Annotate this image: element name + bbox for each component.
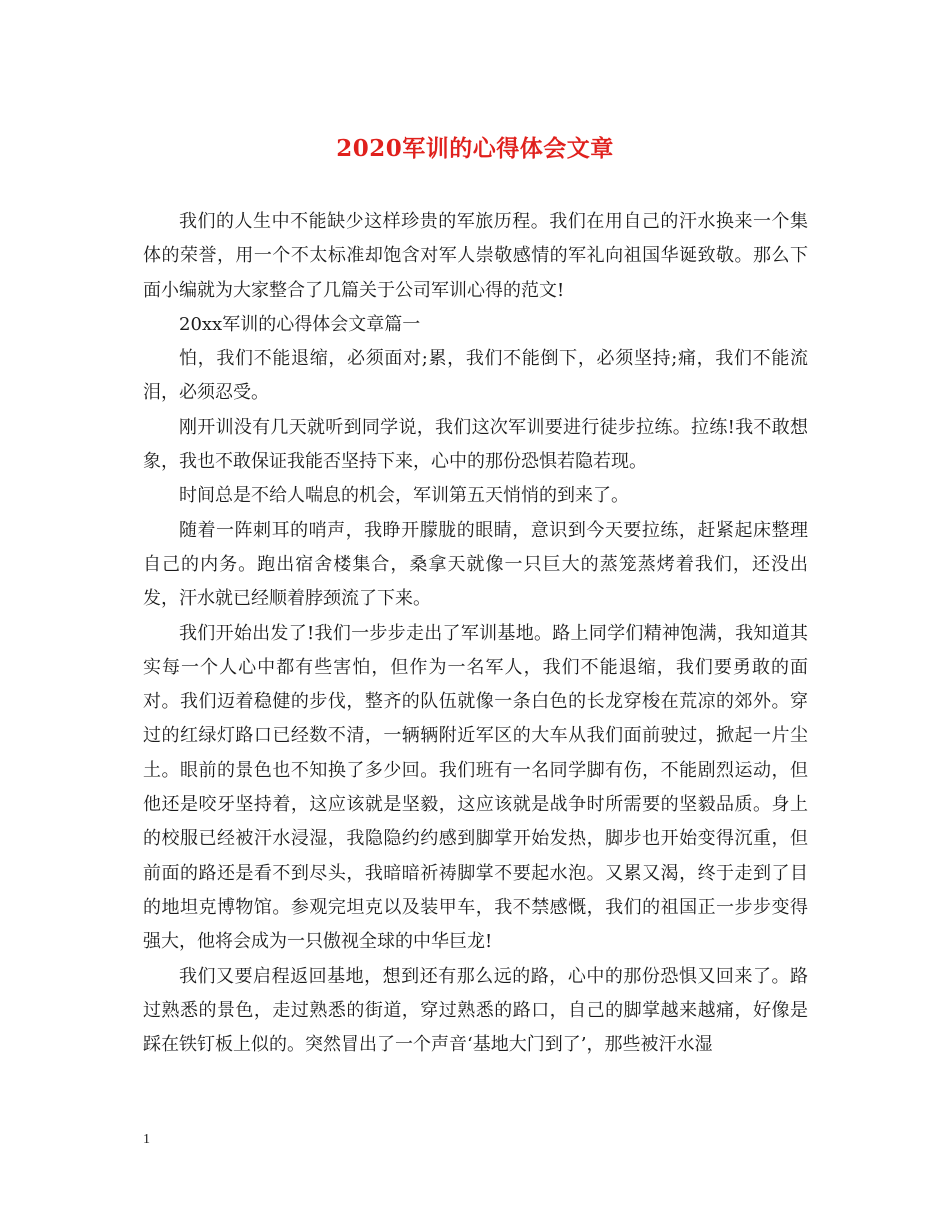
paragraph: 我们又要启程返回基地，想到还有那么远的路，心中的那份恐惧又回来了。路过熟悉的景色，走过熟悉的街道，穿过熟悉的路口，自己的脚掌越来越痛，好像是踩在铁钉板上似的。突然冒出了一个声音‘基地大门到了’，那些被汗水湿 xyxy=(143,965,808,1056)
document-title: 2020军训的心得体会文章 xyxy=(336,135,614,162)
paragraph: 刚开训没有几天就听到同学说，我们这次军训要进行徒步拉练。拉练!我不敢想象，我也不敢保证我能否坚持下来，心中的那份恐惧若隐若现。 xyxy=(143,416,808,473)
paragraph: 随着一阵刺耳的哨声，我睁开朦胧的眼睛，意识到今天要拉练，赶紧起床整理自己的内务。跑出宿舍楼集合，桑拿天就像一只巨大的蒸笼蒸烤着我们，还没出发，汗水就已经顺着脖颈流了下来。 xyxy=(143,519,808,610)
section-heading: 20xx军训的心得体会文章篇一 xyxy=(179,313,421,335)
paragraph: 怕，我们不能退缩，必须面对;累，我们不能倒下，必须坚持;痛，我们不能流泪，必须忍受。 xyxy=(143,348,808,404)
paragraph-intro: 我们的人生中不能缺少这样珍贵的军旅历程。我们在用自己的汗水换来一个集体的荣誉，用一个不太标准却饱含对军人崇敬感情的军礼向祖国华诞致敬。那么下面小编就为大家整合了几篇关于公司军训心得的范文! xyxy=(143,211,808,301)
document-body xyxy=(143,205,808,1062)
page-number: 1 xyxy=(143,1132,150,1147)
paragraph: 我们开始出发了!我们一步步走出了军训基地。路上同学们精神饱满，我知道其实每一个人心中都有些害怕，但作为一名军人，我们不能退缩，我们要勇敢的面对。我们迈着稳健的步伐，整齐的队伍就像一条白色的长龙穿梭在荒凉的郊外。穿过的红绿灯路口已经数不清，一辆辆附近军区的大车从我们面前驶过，掀起一片尘土。眼前的景色也不知换了多少回。我们班有一名同学脚有伤，不能剧烈运动，但他还是咬牙坚持着，这应该就是坚毅，这应该就是战争时所需要的坚毅品质。身上的校服已经被汗水浸湿，我隐隐约约感到脚掌开始发热，脚步也开始变得沉重，但前面的路还是看不到尽头，我暗暗祈祷脚掌不要起水泡。又累又渴，终于走到了目的地坦克博物馆。参观完坦克以及装甲车，我不禁感慨，我们的祖国正一步步变得强大，他将会成为一只傲视全球的中华巨龙! xyxy=(143,622,808,953)
paragraph: 时间总是不给人喘息的机会，军训第五天悄悄的到来了。 xyxy=(179,485,629,507)
